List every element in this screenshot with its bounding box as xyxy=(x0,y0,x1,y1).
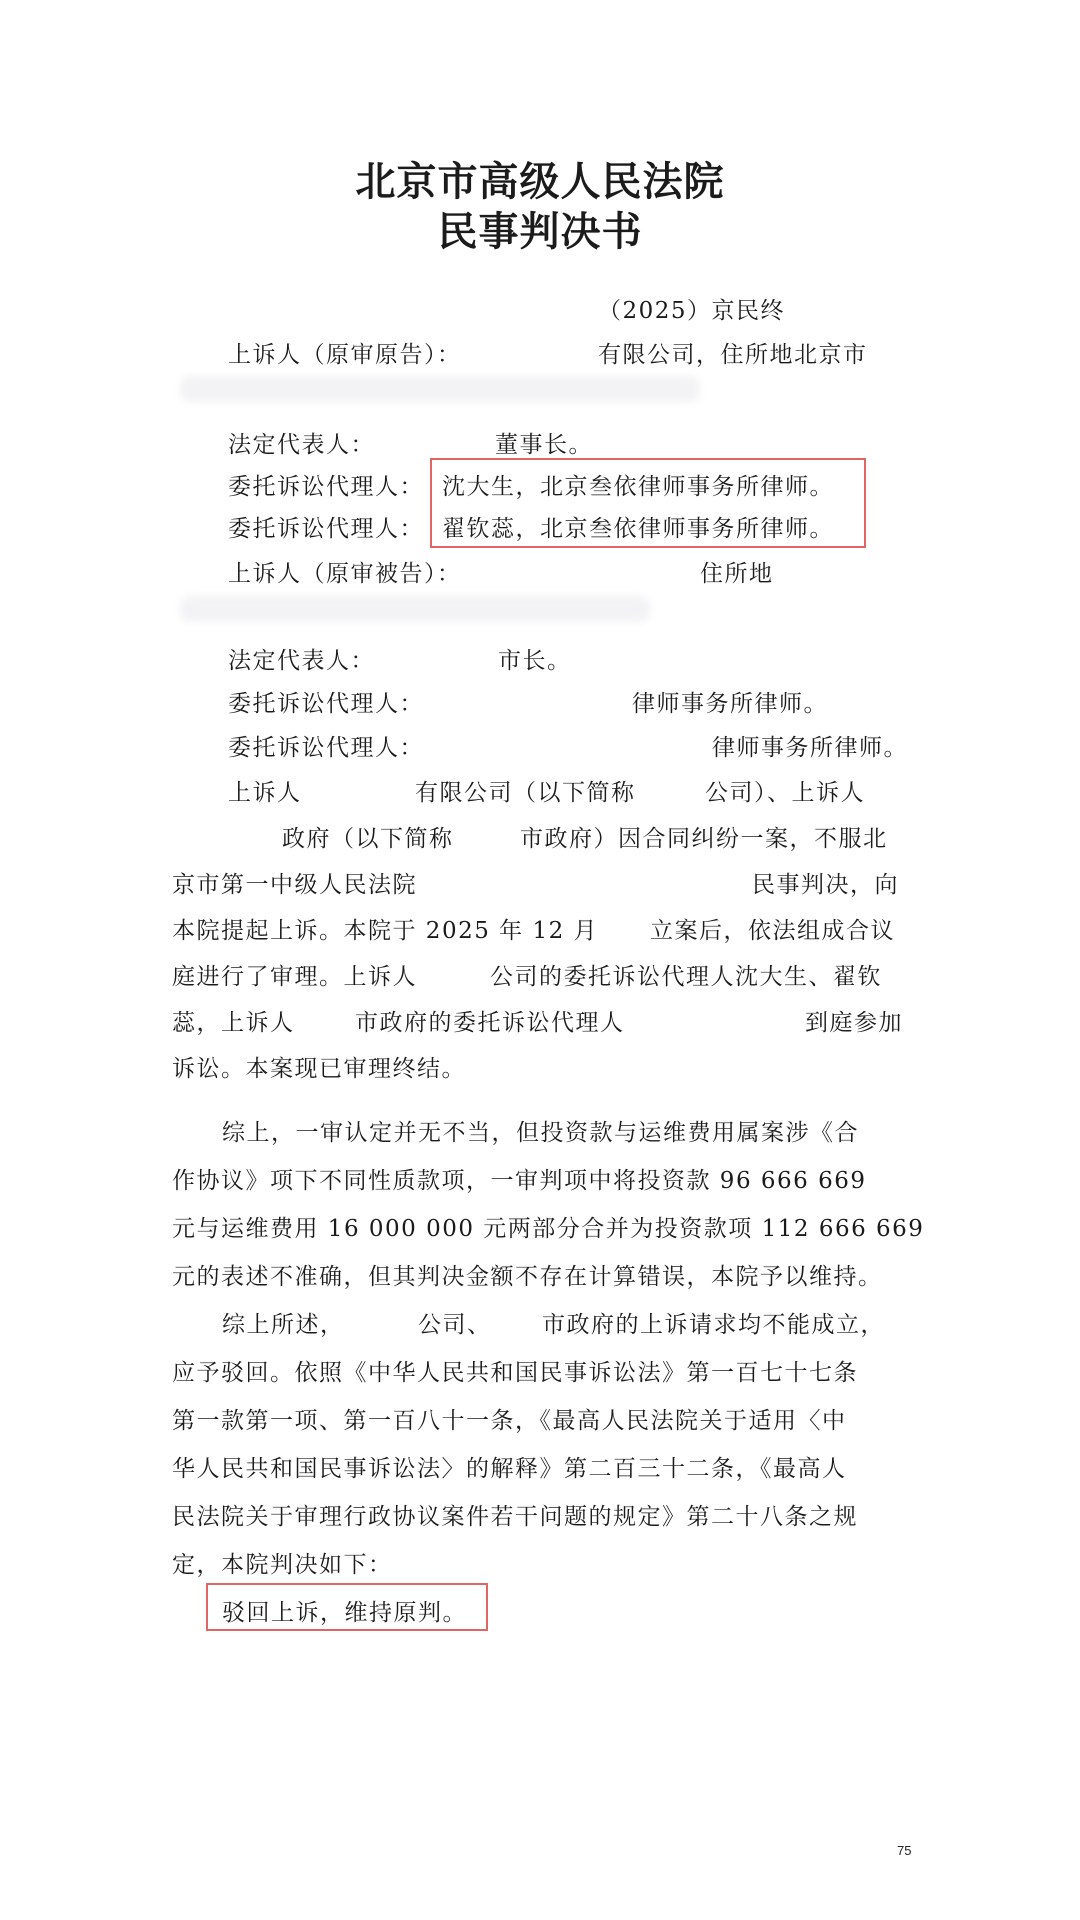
conclusion-text: 综上所述， xyxy=(222,1312,345,1338)
intro-text: 到庭参加 xyxy=(805,1010,903,1036)
rep1-label: 法定代表人： xyxy=(228,432,375,458)
summary-text: 元与运维费用 16 000 000 元两部分合并为投资款项 112 666 669 xyxy=(172,1216,925,1242)
intro-text: 市政府）因合同纠纷一案，不服北 xyxy=(520,826,888,852)
intro-text: 立案后，依法组成合议 xyxy=(650,918,895,944)
agent2-label: 委托诉讼代理人： xyxy=(228,516,424,542)
conclusion-text: 公司、 xyxy=(418,1312,492,1338)
redaction-block xyxy=(180,376,700,402)
verdict-text: 驳回上诉，维持原判。 xyxy=(222,1600,467,1626)
conclusion-text: 华人民共和国民事诉讼法〉的解释》第二百三十二条，《最高人 xyxy=(172,1456,847,1482)
intro-text: 诉讼。本案现已审理终结。 xyxy=(172,1056,466,1082)
summary-text: 元的表述不准确，但其判决金额不存在计算错误，本院予以维持。 xyxy=(172,1264,883,1290)
agent4-value: 律师事务所律师。 xyxy=(712,735,908,761)
agent3-value: 律师事务所律师。 xyxy=(632,691,828,717)
intro-text: 有限公司（以下简称 xyxy=(415,780,636,806)
intro-text: 本院提起上诉。本院于 2025 年 12 月 xyxy=(172,918,599,944)
conclusion-text: 民法院关于审理行政协议案件若干问题的规定》第二十八条之规 xyxy=(172,1504,858,1530)
intro-text: 庭进行了审理。上诉人 xyxy=(172,964,417,990)
appellant1-label: 上诉人（原审原告）： xyxy=(228,342,462,368)
conclusion-text: 第一款第一项、第一百八十一条，《最高人民法院关于适用〈中 xyxy=(172,1408,847,1434)
redaction-block xyxy=(180,596,650,622)
appellant2-label: 上诉人（原审被告）： xyxy=(228,561,462,587)
rep1-title: 董事长。 xyxy=(495,432,593,458)
summary-text: 作协议》项下不同性质款项，一审判项中将投资款 96 666 669 xyxy=(172,1168,867,1194)
conclusion-text: 市政府的上诉请求均不能成立， xyxy=(542,1312,885,1338)
conclusion-text: 定，本院判决如下： xyxy=(172,1552,393,1578)
intro-text: 上诉人 xyxy=(228,780,302,806)
agent3-label: 委托诉讼代理人： xyxy=(228,691,424,717)
intro-text: 公司）、上诉人 xyxy=(705,780,865,806)
conclusion-text: 应予驳回。依照《中华人民共和国民事诉讼法》第一百七十七条 xyxy=(172,1360,858,1386)
agent1-value: 沈大生，北京叁依律师事务所律师。 xyxy=(442,474,834,500)
intro-text: 政府（以下简称 xyxy=(282,826,454,852)
page-number: 75 xyxy=(897,1843,912,1858)
highlight-box-agents xyxy=(430,458,866,548)
intro-text: 民事判决，向 xyxy=(752,872,899,898)
appellant1-text: 有限公司，住所地北京市 xyxy=(598,342,868,368)
court-name: 北京市高级人民法院 xyxy=(355,158,725,205)
agent4-label: 委托诉讼代理人： xyxy=(228,735,424,761)
agent1-label: 委托诉讼代理人： xyxy=(228,474,424,500)
agent2-value: 翟钦蕊，北京叁依律师事务所律师。 xyxy=(442,516,834,542)
rep2-label: 法定代表人： xyxy=(228,648,375,674)
document-type: 民事判决书 xyxy=(437,208,643,255)
summary-text: 综上，一审认定并无不当，但投资款与运维费用属案涉《合 xyxy=(222,1120,859,1146)
intro-text: 京市第一中级人民法院 xyxy=(172,872,417,898)
intro-text: 公司的委托诉讼代理人沈大生、翟钦 xyxy=(490,964,882,990)
appellant2-text: 住所地 xyxy=(700,561,774,587)
rep2-title: 市长。 xyxy=(498,648,572,674)
highlight-box-verdict xyxy=(206,1583,488,1631)
case-number: （2025）京民终 xyxy=(598,298,786,324)
intro-text: 市政府的委托诉讼代理人 xyxy=(355,1010,625,1036)
intro-text: 蕊，上诉人 xyxy=(172,1010,295,1036)
